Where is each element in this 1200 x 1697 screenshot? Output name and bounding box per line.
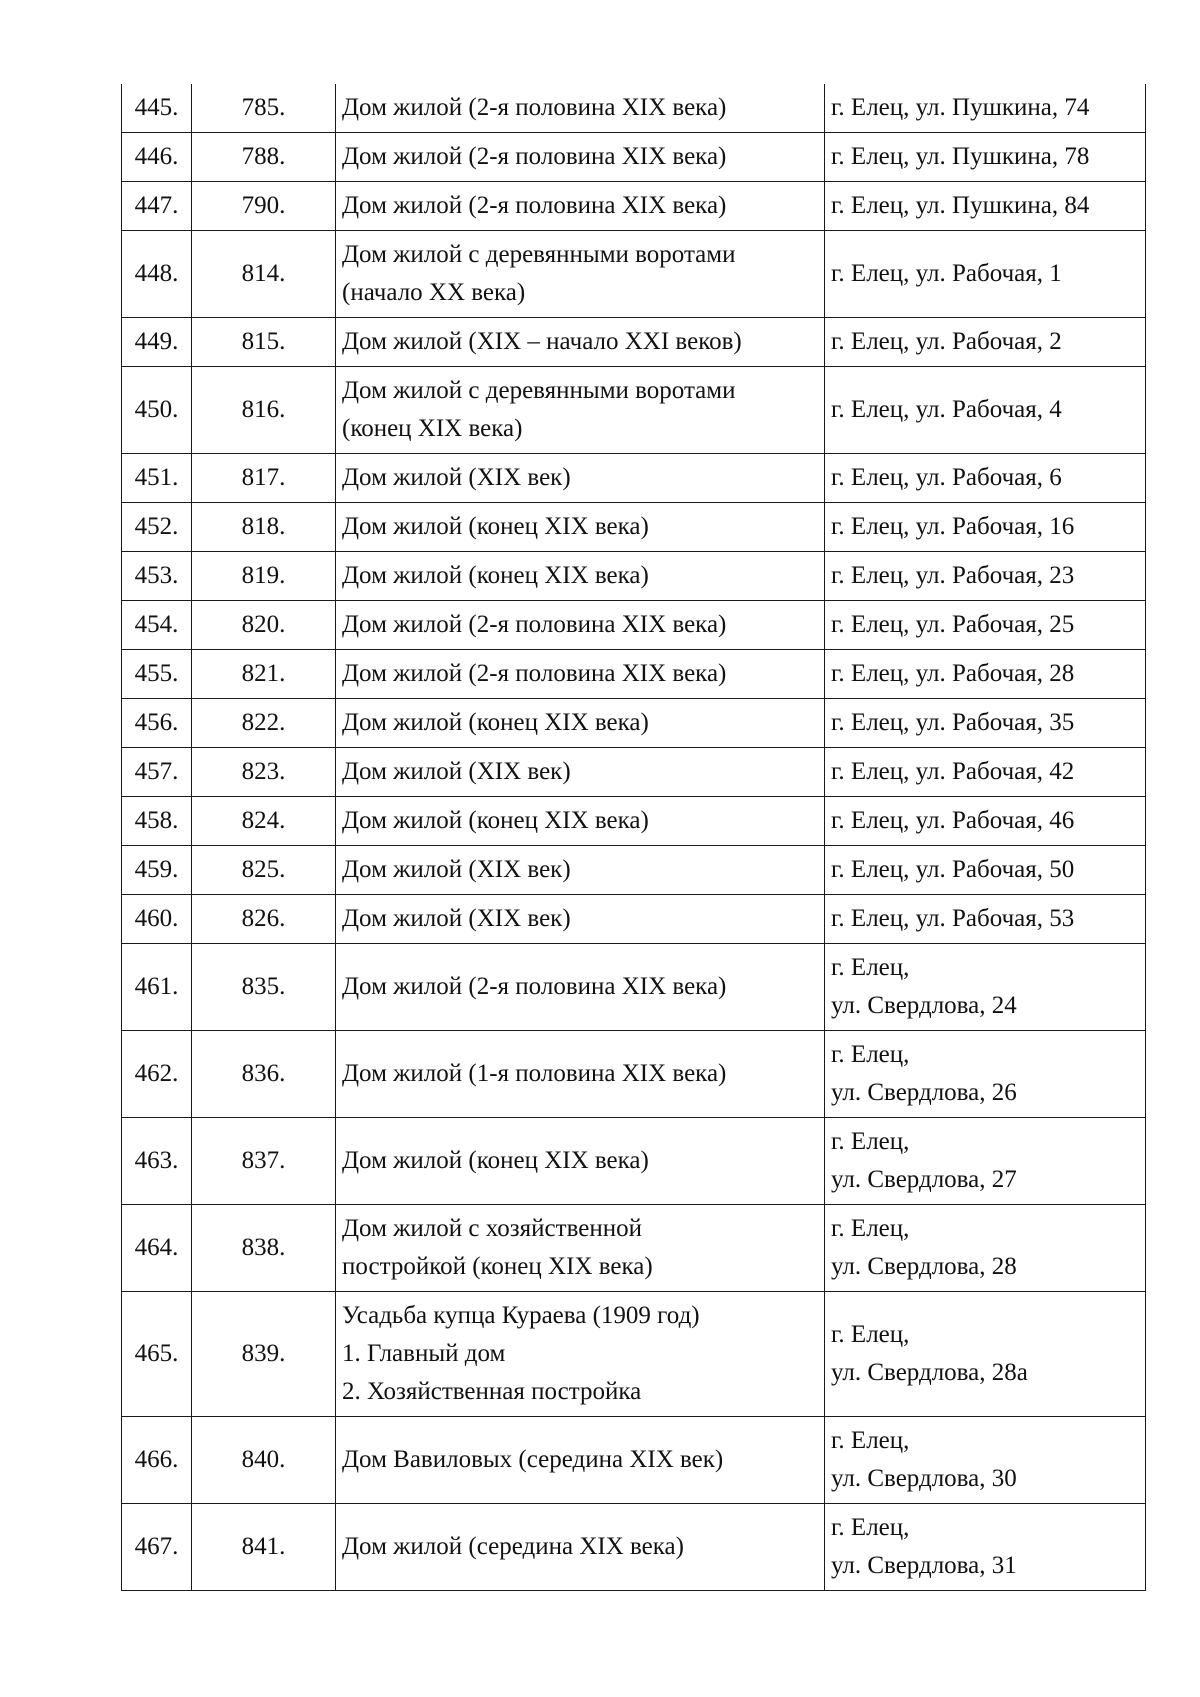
object-name-cell [336,454,825,503]
object-name-line: Дом жилой (1-я половина XIX века) [342,1060,727,1087]
row-number-cell: 457. [122,748,192,797]
address-line: ул. Свердлова, 31 [831,1552,1017,1579]
address-cell [825,318,1146,367]
address-line: г. Елец, ул. Пушкина, 84 [831,192,1090,219]
address-cell [825,231,1146,318]
address-line: г. Елец, ул. Рабочая, 23 [831,562,1075,589]
row-number-cell: 448. [122,231,192,318]
address-cell [825,1292,1146,1417]
object-name-line: Дом жилой (середина XIX века) [342,1533,684,1560]
table-row [122,748,1146,797]
address-cell [825,367,1146,454]
registry-number-cell: 816. [192,367,336,454]
object-name-line: 2. Хозяйственная постройка [342,1378,642,1405]
heritage-registry-table [121,84,1146,1591]
table-row [122,1417,1146,1504]
object-name-line: 1. Главный дом [342,1340,506,1367]
table-row [122,1292,1146,1417]
object-name-cell [336,231,825,318]
address-line: г. Елец, [831,1041,910,1068]
object-name-cell [336,367,825,454]
registry-number-cell: 820. [192,601,336,650]
registry-number-cell: 821. [192,650,336,699]
object-name-cell [336,318,825,367]
address-cell [825,84,1146,133]
row-number-cell: 451. [122,454,192,503]
row-number-cell: 463. [122,1118,192,1205]
object-name-line: Дом жилой с деревянными воротами [342,377,736,404]
table-row [122,895,1146,944]
address-cell [825,699,1146,748]
registry-table-body [122,84,1146,1591]
address-cell [825,846,1146,895]
address-cell [825,1118,1146,1205]
address-line: г. Елец, ул. Рабочая, 42 [831,758,1075,785]
object-name-cell [336,699,825,748]
address-cell [825,133,1146,182]
object-name-line: Дом жилой (2-я половина XIX века) [342,143,727,170]
object-name-cell [336,1417,825,1504]
object-name-line: Дом жилой (2-я половина XIX века) [342,660,727,687]
address-line: г. Елец, ул. Рабочая, 1 [831,260,1062,287]
object-name-line: Дом жилой (конец XIX века) [342,1147,649,1174]
address-line: г. Елец, ул. Рабочая, 6 [831,464,1062,491]
row-number-cell: 459. [122,846,192,895]
row-number-cell: 458. [122,797,192,846]
table-row [122,454,1146,503]
address-cell [825,797,1146,846]
object-name-line: Дом Вавиловых (середина XIX век) [342,1446,724,1473]
object-name-line: Усадьба купца Кураева (1909 год) [342,1302,700,1329]
row-number-cell: 447. [122,182,192,231]
table-row [122,1031,1146,1118]
object-name-line: Дом жилой (2-я половина XIX века) [342,94,727,121]
table-row [122,1205,1146,1292]
row-number-cell: 466. [122,1417,192,1504]
object-name-line: Дом жилой (конец XIX века) [342,807,649,834]
table-row [122,846,1146,895]
address-line: г. Елец, ул. Рабочая, 53 [831,905,1075,932]
object-name-line: Дом жилой (XIX век) [342,905,571,932]
object-name-cell [336,1031,825,1118]
object-name-cell [336,1205,825,1292]
address-line: г. Елец, ул. Пушкина, 74 [831,94,1090,121]
row-number-cell: 464. [122,1205,192,1292]
table-row [122,601,1146,650]
object-name-line: (начало XX века) [342,279,526,306]
registry-number-cell: 814. [192,231,336,318]
address-cell [825,944,1146,1031]
object-name-line: Дом жилой (XIX – начало XXI веков) [342,328,742,355]
object-name-cell [336,601,825,650]
address-line: г. Елец, ул. Рабочая, 28 [831,660,1075,687]
object-name-line: Дом жилой (2-я половина XIX века) [342,192,727,219]
object-name-cell [336,552,825,601]
address-cell [825,503,1146,552]
address-line: г. Елец, ул. Рабочая, 4 [831,396,1062,423]
address-cell [825,1205,1146,1292]
registry-number-cell: 824. [192,797,336,846]
table-row [122,552,1146,601]
address-line: ул. Свердлова, 27 [831,1166,1017,1193]
object-name-cell [336,84,825,133]
row-number-cell: 454. [122,601,192,650]
registry-number-cell: 841. [192,1504,336,1591]
address-cell [825,895,1146,944]
address-line: ул. Свердлова, 28а [831,1359,1028,1386]
object-name-line: (конец XIX века) [342,415,523,442]
registry-number-cell: 839. [192,1292,336,1417]
object-name-line: Дом жилой (2-я половина XIX века) [342,611,727,638]
address-line: г. Елец, ул. Рабочая, 50 [831,856,1075,883]
row-number-cell: 445. [122,84,192,133]
registry-number-cell: 818. [192,503,336,552]
address-cell [825,1031,1146,1118]
object-name-cell [336,895,825,944]
row-number-cell: 452. [122,503,192,552]
table-row [122,797,1146,846]
object-name-cell [336,944,825,1031]
address-line: г. Елец, [831,1427,910,1454]
table-row [122,699,1146,748]
table-row [122,944,1146,1031]
object-name-line: Дом жилой (XIX век) [342,856,571,883]
row-number-cell: 462. [122,1031,192,1118]
object-name-cell [336,1504,825,1591]
row-number-cell: 453. [122,552,192,601]
address-cell [825,1417,1146,1504]
table-row [122,1118,1146,1205]
object-name-line: Дом жилой с деревянными воротами [342,241,736,268]
row-number-cell: 446. [122,133,192,182]
address-line: ул. Свердлова, 30 [831,1465,1017,1492]
registry-number-cell: 815. [192,318,336,367]
row-number-cell: 465. [122,1292,192,1417]
address-cell [825,454,1146,503]
registry-number-cell: 826. [192,895,336,944]
address-line: ул. Свердлова, 24 [831,992,1017,1019]
registry-number-cell: 825. [192,846,336,895]
address-line: г. Елец, [831,1514,910,1541]
object-name-line: Дом жилой (конец XIX века) [342,562,649,589]
registry-number-cell: 840. [192,1417,336,1504]
address-line: г. Елец, ул. Рабочая, 16 [831,513,1075,540]
registry-number-cell: 837. [192,1118,336,1205]
row-number-cell: 449. [122,318,192,367]
object-name-cell [336,846,825,895]
row-number-cell: 450. [122,367,192,454]
table-row [122,231,1146,318]
address-line: г. Елец, ул. Рабочая, 2 [831,328,1062,355]
registry-number-cell: 823. [192,748,336,797]
address-cell [825,1504,1146,1591]
object-name-cell [336,182,825,231]
object-name-cell [336,1292,825,1417]
row-number-cell: 460. [122,895,192,944]
address-cell [825,601,1146,650]
table-row [122,84,1146,133]
address-line: г. Елец, ул. Рабочая, 46 [831,807,1075,834]
object-name-line: Дом жилой с хозяйственной [342,1215,642,1242]
address-cell [825,650,1146,699]
address-line: г. Елец, [831,1128,910,1155]
row-number-cell: 467. [122,1504,192,1591]
address-cell [825,748,1146,797]
registry-number-cell: 790. [192,182,336,231]
address-cell [825,182,1146,231]
address-line: г. Елец, [831,1215,910,1242]
table-row [122,133,1146,182]
registry-number-cell: 835. [192,944,336,1031]
registry-number-cell: 822. [192,699,336,748]
registry-number-cell: 838. [192,1205,336,1292]
object-name-line: Дом жилой (XIX век) [342,464,571,491]
address-cell [825,552,1146,601]
object-name-cell [336,133,825,182]
object-name-cell [336,650,825,699]
object-name-cell [336,503,825,552]
object-name-line: Дом жилой (конец XIX века) [342,513,649,540]
object-name-line: постройкой (конец XIX века) [342,1253,653,1280]
table-row [122,182,1146,231]
object-name-cell [336,748,825,797]
address-line: г. Елец, ул. Рабочая, 35 [831,709,1075,736]
address-line: ул. Свердлова, 28 [831,1253,1017,1280]
object-name-cell [336,797,825,846]
object-name-line: Дом жилой (конец XIX века) [342,709,649,736]
registry-number-cell: 836. [192,1031,336,1118]
address-line: г. Елец, [831,954,910,981]
row-number-cell: 461. [122,944,192,1031]
table-row [122,503,1146,552]
address-line: г. Елец, ул. Пушкина, 78 [831,143,1090,170]
table-row [122,367,1146,454]
registry-number-cell: 817. [192,454,336,503]
address-line: ул. Свердлова, 26 [831,1079,1017,1106]
registry-number-cell: 785. [192,84,336,133]
table-row [122,1504,1146,1591]
registry-number-cell: 819. [192,552,336,601]
address-line: г. Елец, [831,1321,910,1348]
row-number-cell: 455. [122,650,192,699]
table-row [122,318,1146,367]
row-number-cell: 456. [122,699,192,748]
table-row [122,650,1146,699]
object-name-cell [336,1118,825,1205]
registry-number-cell: 788. [192,133,336,182]
object-name-line: Дом жилой (2-я половина XIX века) [342,973,727,1000]
object-name-line: Дом жилой (XIX век) [342,758,571,785]
address-line: г. Елец, ул. Рабочая, 25 [831,611,1075,638]
